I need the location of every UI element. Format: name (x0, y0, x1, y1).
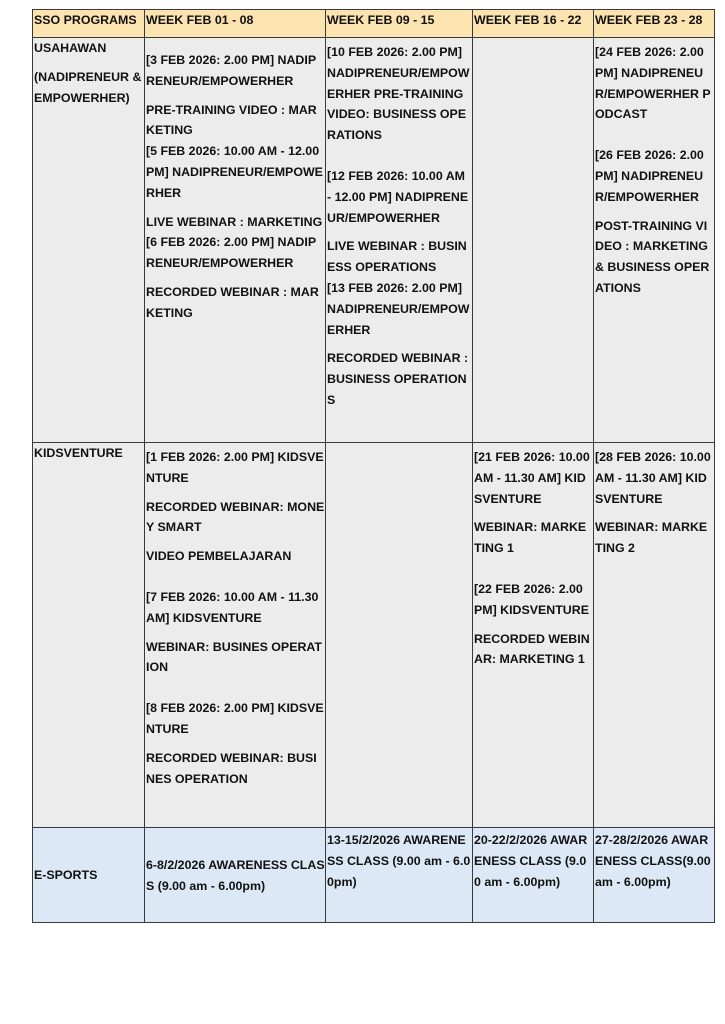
event-text: WEBINAR: MARKETING 1 (474, 520, 587, 556)
event-text: LIVE WEBINAR : BUSINESS OPERATIONS (327, 239, 467, 275)
event-text: RECORDED WEBINAR : MARKETING (146, 284, 319, 320)
event-text: [21 FEB 2026: 10.00 AM - 11.30 AM] KIDSVENTURE (474, 450, 590, 506)
event-text: [3 FEB 2026: 2.00 PM] NADIPRENEUR/EMPOWERHER (146, 53, 317, 88)
program-subname: (NADIPRENEUR & EMPOWERHER) (34, 69, 142, 105)
event-text: [7 FEB 2026: 10.00 AM - 11.30 AM] KIDSVENTURE (146, 589, 319, 625)
cell-esports-week-1: 6-8/2/2026 AWARENESS CLASS (9.00 am - 6.00pm) (145, 828, 326, 923)
event-text: [12 FEB 2026: 10.00 AM - 12.00 PM] NADIPRENEUR/EMPOWERHER (327, 168, 469, 225)
event-text: PRE-TRAINING VIDEO : MARKETING (146, 102, 317, 138)
cell-usahawan-week-4 (594, 38, 715, 443)
cell-esports-week-3: 20-22/2/2026 AWARENESS CLASS (9.00 am - 6.00pm) (473, 828, 594, 923)
event-text: RECORDED WEBINAR : BUSINESS OPERATIONS (327, 351, 469, 407)
header-programs: SSO PROGRAMS (33, 10, 145, 38)
header-row (33, 10, 715, 38)
event-text: VIDEO PEMBELAJARAN (146, 549, 292, 564)
event-text: [10 FEB 2026: 2.00 PM] NADIPRENEUR/EMPOWERHER PRE-TRAINING VIDEO: BUSINESS OPERATIONS (327, 45, 470, 143)
program-label-usahawan (33, 38, 145, 443)
event-text: [26 FEB 2026: 2.00 PM] NADIPRENEUR/EMPOWERHER (595, 148, 704, 204)
event-text: LIVE WEBINAR : MARKETING (146, 214, 323, 229)
schedule-table (32, 9, 715, 923)
cell-usahawan-week-1 (145, 38, 326, 443)
event-text: [8 FEB 2026: 2.00 PM] KIDSVENTURE (146, 701, 324, 736)
table-row-kidsventure (33, 443, 715, 828)
event-text: [28 FEB 2026: 10.00 AM - 11.30 AM] KIDSVENTURE (595, 450, 711, 506)
header-week-2: WEEK FEB 09 - 15 (326, 10, 473, 38)
event-text: RECORDED WEBINAR: BUSINES OPERATION (146, 750, 317, 786)
program-label-kidsventure: KIDSVENTURE (33, 443, 145, 828)
event-text: [13 FEB 2026: 2.00 PM] NADIPRENEUR/EMPOWERHER (327, 280, 470, 337)
header-week-1: WEEK FEB 01 - 08 (145, 10, 326, 38)
table-row-usahawan (33, 38, 715, 443)
event-text: [5 FEB 2026: 10.00 AM - 12.00 PM] NADIPRENEUR/EMPOWERHER (146, 144, 323, 200)
event-text: POST-TRAINING VIDEO : MARKETING & BUSINESS OPERATIONS (595, 218, 710, 295)
cell-usahawan-week-3 (473, 38, 594, 443)
cell-esports-week-4: 27-28/2/2026 AWARENESS CLASS(9.00 am - 6.00pm) (594, 828, 715, 923)
header-week-3: WEEK FEB 16 - 22 (473, 10, 594, 38)
event-text: RECORDED WEBINAR: MARKETING 1 (474, 631, 590, 667)
program-name: USAHAWAN (34, 41, 107, 55)
event-text: [24 FEB 2026: 2.00 PM] NADIPRENEUR/EMPOWERHER PODCAST (595, 45, 711, 122)
program-label-esports: E-SPORTS (33, 828, 145, 923)
event-text: WEBINAR: BUSINES OPERATION (146, 639, 322, 675)
event-text: [6 FEB 2026: 2.00 PM] NADIPRENEUR/EMPOWERHER (146, 235, 317, 271)
header-week-4: WEEK FEB 23 - 28 (594, 10, 715, 38)
cell-esports-week-2: 13-15/2/2026 AWARENESS CLASS (9.00 am - 6.00pm) (326, 828, 473, 923)
event-text: [22 FEB 2026: 2.00 PM] KIDSVENTURE (474, 581, 589, 617)
event-text: WEBINAR: MARKETING 2 (595, 520, 708, 556)
cell-kids-week-4 (594, 443, 715, 828)
cell-usahawan-week-2 (326, 38, 473, 443)
event-text: [1 FEB 2026: 2.00 PM] KIDSVENTURE (146, 450, 324, 485)
cell-kids-week-1 (145, 443, 326, 828)
event-text: RECORDED WEBINAR: MONEY SMART (146, 499, 325, 535)
table-row-esports (33, 828, 715, 923)
cell-kids-week-3 (473, 443, 594, 828)
cell-kids-week-2 (326, 443, 473, 828)
